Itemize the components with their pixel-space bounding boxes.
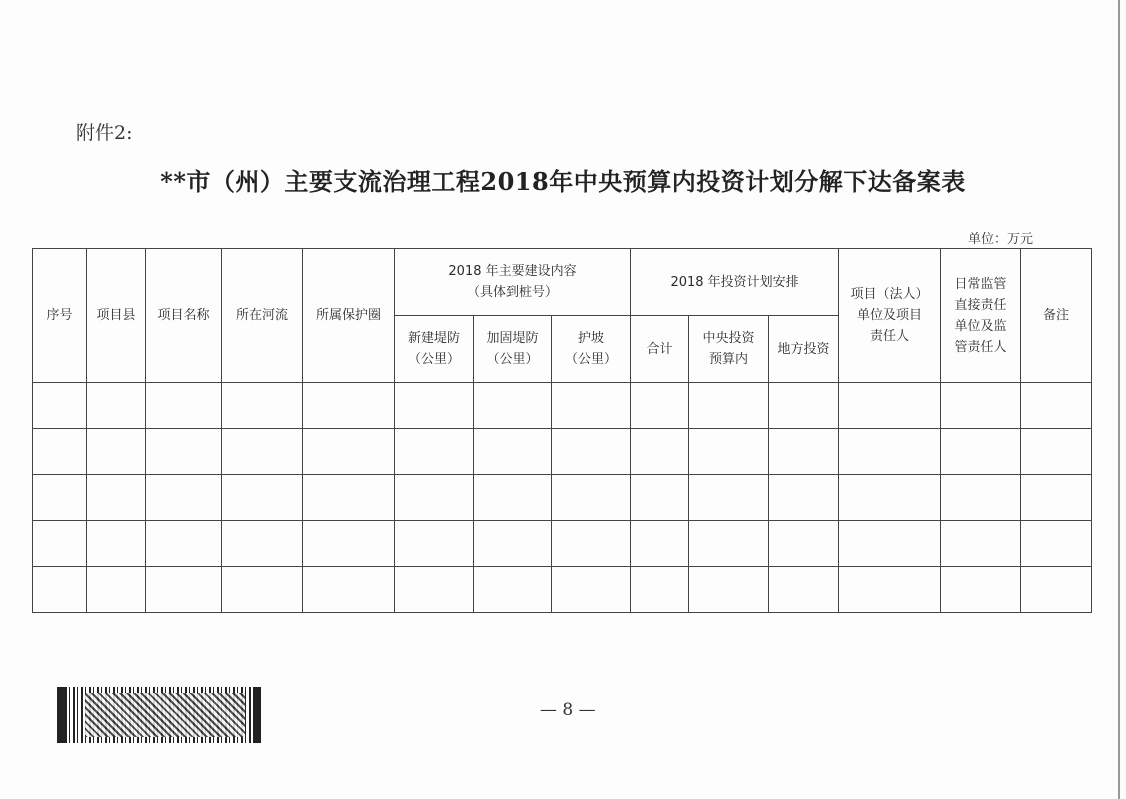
header-project-name: 项目名称 [146,249,222,383]
header-remarks: 备注 [1021,249,1092,383]
table-cell [769,429,839,475]
header-construction-line2: （具体到桩号） [467,285,559,300]
header-supervision-line3: 单位及监 [954,318,1007,334]
table-row [33,429,1092,475]
header-index: 序号 [33,249,87,383]
table-cell [146,567,222,613]
header-reinforce-dike-line1: 加固堤防 [486,331,539,346]
table-cell [941,429,1021,475]
table-cell [631,429,689,475]
header-new-dike [395,316,474,383]
unit-label: 单位：万元 [968,232,1034,247]
table-cell [689,429,769,475]
table-cell [87,383,146,429]
attachment-label: 附件2: [76,122,133,144]
table-cell [474,567,552,613]
table-cell [222,383,303,429]
table-cell [33,383,87,429]
table-body [33,383,1092,613]
table-cell [33,567,87,613]
table-cell [395,475,474,521]
header-supervision-line4: 管责任人 [954,339,1007,355]
table-cell [769,383,839,429]
table-cell [146,475,222,521]
header-slope-protection [552,316,631,383]
table-cell [839,475,941,521]
table-cell [87,475,146,521]
table-cell [87,429,146,475]
table-cell [33,429,87,475]
table-cell [769,567,839,613]
filing-table [32,248,1092,613]
header-supervision-line2: 直接责任 [954,297,1007,313]
table-cell [33,521,87,567]
header-supervision-line1: 日常监管 [954,276,1007,292]
table-cell [552,383,631,429]
table-cell [474,475,552,521]
header-reinforce-dike-line2: （公里） [486,352,539,367]
table-cell [1021,521,1092,567]
table-row [33,383,1092,429]
table-cell [631,475,689,521]
table-cell [222,475,303,521]
table-cell [474,521,552,567]
table-cell [87,521,146,567]
barcode-image [57,687,261,743]
table-cell [689,475,769,521]
table-cell [1021,429,1092,475]
header-protection-circle: 所属保护圈 [303,249,395,383]
header-investment-group: 2018 年投资计划安排 [631,249,839,316]
table-cell [689,521,769,567]
table-cell [303,567,395,613]
table-cell [552,429,631,475]
header-county: 项目县 [87,249,146,383]
header-new-dike-line2: （公里） [407,352,460,367]
header-legal-line2: 单位及项目 [857,308,923,323]
table-cell [222,521,303,567]
header-total: 合计 [631,316,689,383]
table-cell [552,475,631,521]
header-central-investment [689,316,769,383]
table-cell [303,429,395,475]
table-cell [303,475,395,521]
header-supervision [941,249,1021,383]
table-cell [689,567,769,613]
table-row [33,567,1092,613]
header-local-investment: 地方投资 [769,316,839,383]
table-cell [941,567,1021,613]
table-cell [839,521,941,567]
table-cell [631,521,689,567]
table-cell [146,383,222,429]
table-cell [395,567,474,613]
table-cell [1021,383,1092,429]
header-river: 所在河流 [222,249,303,383]
table-cell [474,429,552,475]
header-legal-line3: 责任人 [870,329,910,344]
document-title: **市（州）主要支流治理工程2018年中央预算内投资计划分解下达备案表 [160,167,966,196]
table-cell [395,429,474,475]
table-cell [474,383,552,429]
table-row [33,475,1092,521]
barcode-pattern [85,693,245,737]
table-cell [839,383,941,429]
page-number: — 8 — [540,700,596,720]
table-cell [631,567,689,613]
header-central-line1: 中央投资 [702,331,755,346]
page-edge-line [1118,0,1120,799]
table-cell [552,521,631,567]
table-cell [631,383,689,429]
table-cell [552,567,631,613]
table-cell [87,567,146,613]
header-reinforce-dike [474,316,552,383]
table-cell [839,429,941,475]
table-cell [769,475,839,521]
table-cell [303,521,395,567]
table-cell [941,475,1021,521]
header-slope-line2: （公里） [565,352,618,367]
header-slope-line1: 护坡 [578,331,605,346]
table-cell [395,521,474,567]
table-row [33,521,1092,567]
table-cell [146,521,222,567]
table-cell [1021,567,1092,613]
table-cell [839,567,941,613]
table-cell [146,429,222,475]
table-cell [222,567,303,613]
table-cell [941,521,1021,567]
table-cell [303,383,395,429]
table-cell [1021,475,1092,521]
table-cell [33,475,87,521]
header-legal-line1: 项目（法人） [850,287,929,302]
table-cell [222,429,303,475]
header-new-dike-line1: 新建堤防 [407,331,460,346]
table-cell [941,383,1021,429]
header-construction-group [395,249,631,316]
table-cell [769,521,839,567]
header-legal-entity [839,249,941,383]
table-cell [689,383,769,429]
header-central-line2: 预算内 [709,352,749,367]
table-cell [395,383,474,429]
header-construction-line1: 2018 年主要建设内容 [448,264,577,279]
